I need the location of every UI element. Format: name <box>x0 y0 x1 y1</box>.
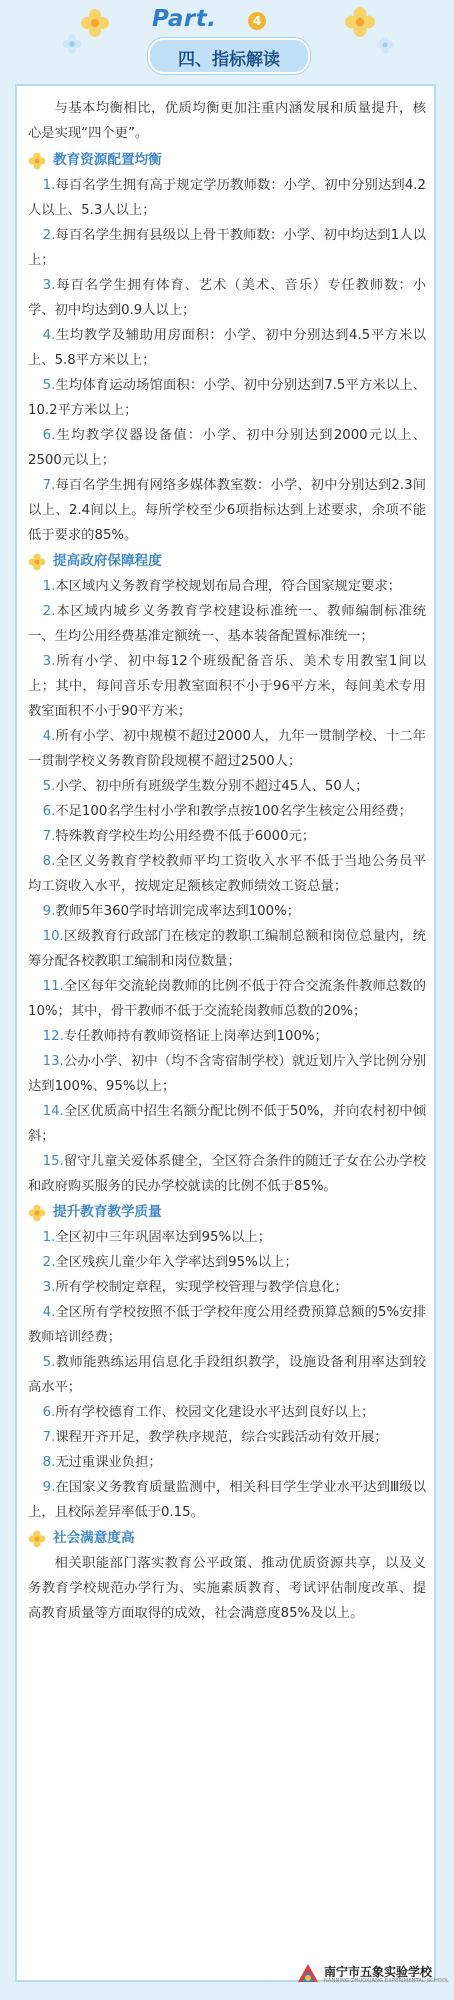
list-item-number: 3. <box>42 1280 56 1295</box>
list-item-number: 10. <box>42 929 64 944</box>
list-item-number: 4. <box>42 1305 56 1320</box>
list-item-text: 不足100名学生村小学和教学点按100名学生核定公用经费； <box>55 804 412 819</box>
list-item <box>28 1149 426 1199</box>
list-item-text: 生均教学仪器设备值：小学、初中分别达到2000元以上、2500元以上； <box>28 428 426 468</box>
list-item-number: 1. <box>42 579 56 594</box>
flower-decoration-icon <box>376 36 394 54</box>
list-item-number: 6. <box>42 1405 56 1420</box>
list-item-number: 3. <box>42 654 56 669</box>
list-item-text: 每百名学生拥有体育、艺术（美术、音乐）专任教师数：小学、初中均达到0.9人以上； <box>28 278 426 318</box>
flower-decoration-icon <box>62 34 82 54</box>
list-item <box>28 323 426 373</box>
list-item-number: 11. <box>42 979 64 994</box>
list-item-text: 本区域内城乡义务教育学校建设标准统一、教师编制标准统一、生均公用经费基准定额统一、基本装备配置标准统一； <box>28 604 426 644</box>
list-item <box>28 649 426 724</box>
school-logo <box>296 1960 450 1988</box>
list-item-text: 每百名学生拥有网络多媒体教室数：小学、初中分别达到2.3间以上、2.4间以上。每所学校至少6项指标达到上述要求，余项不能低于要求的85%。 <box>28 478 426 543</box>
list-item <box>28 1300 426 1350</box>
list-item-number: 6. <box>42 804 56 819</box>
list-item-text: 所有学校制定章程，实现学校管理与教学信息化； <box>55 1280 348 1295</box>
list-item-number: 7. <box>42 1430 56 1445</box>
list-item <box>28 1024 426 1049</box>
section-heading-title: 社会满意度高 <box>53 1530 135 1546</box>
list-item-text: 在国家义务教育质量监测中，相关科目学生学业水平达到Ⅲ级以上，且校际差异率低于0.15。 <box>28 1480 426 1520</box>
list-item <box>28 273 426 323</box>
list-item <box>28 974 426 1024</box>
list-item-number: 14. <box>42 1104 64 1119</box>
flower-bullet-icon <box>28 152 46 170</box>
section-header <box>0 0 454 78</box>
intro-paragraph: 与基本均衡相比，优质均衡更加注重内涵发展和质量提升，核心是实现“四个更”。 <box>28 101 426 141</box>
list-item-number: 7. <box>42 478 56 493</box>
list-item-text: 专任教师持有教师资格证上岗率达到100%； <box>63 1029 328 1044</box>
list-item <box>28 574 426 599</box>
list-item-number: 7. <box>42 829 56 844</box>
section-title: 四、指标解读 <box>178 50 280 70</box>
list-item-text: 本区域内义务教育学校规划布局合理，符合国家规定要求； <box>55 579 402 594</box>
list-item <box>28 849 426 899</box>
part-label: Part. <box>152 6 217 32</box>
list-item <box>28 1551 426 1626</box>
list-item <box>28 373 426 423</box>
list-item-text: 所有小学、初中每12个班级配备音乐、美术专用教室1间以上；其中，每间音乐专用教室面积不小于96平方米，每间美术专用教室面积不小于90平方米； <box>28 654 426 719</box>
list-item-text: 全区残疾儿童少年入学率达到95%以上； <box>55 1255 298 1270</box>
list-item-number: 1. <box>42 1230 56 1245</box>
flower-decoration-icon <box>80 8 110 38</box>
list-item-number: 2. <box>42 1255 56 1270</box>
list-item <box>28 1350 426 1400</box>
flower-bullet-icon <box>28 1204 46 1222</box>
list-item-text: 所有小学、初中规模不超过2000人，九年一贯制学校、十二年一贯制学校义务教育阶段规模不超过2500人； <box>28 729 426 769</box>
list-item <box>28 1049 426 1099</box>
list-item <box>28 1099 426 1149</box>
sections-list <box>28 148 426 1626</box>
list-item-number: 2. <box>42 604 56 619</box>
section-heading-title: 提升教育教学质量 <box>53 1204 162 1220</box>
list-item <box>28 223 426 273</box>
list-item-number: 4. <box>42 328 56 343</box>
section-heading <box>28 1526 426 1551</box>
list-item <box>28 423 426 473</box>
list-item-number: 4. <box>42 729 56 744</box>
list-item-text: 留守儿童关爱体系健全，全区符合条件的随迁子女在公办学校和政府购买服务的民办学校就读的比例不低于85%。 <box>28 1154 426 1194</box>
list-item-text: 相关职能部门落实教育公平政策、推动优质资源共享，以及义务教育学校规范办学行为、实施素质教育、考试评估制度改革、提高教育质量等方面取得的成效，社会满意度85%及以上。 <box>28 1556 426 1621</box>
list-item-number: 8. <box>42 1455 56 1470</box>
list-item-text: 课程开齐开足，教学秩序规范，综合实践活动有效开展； <box>55 1430 388 1445</box>
section-heading <box>28 148 426 173</box>
list-item-number: 15. <box>42 1154 64 1169</box>
list-item <box>28 799 426 824</box>
list-item-number: 5. <box>42 1355 56 1370</box>
list-item <box>28 899 426 924</box>
list-item-number: 6. <box>42 428 56 443</box>
list-item-text: 生均体育运动场馆面积：小学、初中分别达到7.5平方米以上、10.2平方米以上； <box>28 378 426 418</box>
list-item-text: 教师5年360学时培训完成率达到100%； <box>55 904 301 919</box>
list-item-number: 2. <box>42 228 56 243</box>
list-item <box>28 924 426 974</box>
list-item-number: 9. <box>42 904 56 919</box>
flower-bullet-icon <box>28 553 46 571</box>
list-item-text: 全区初中三年巩固率达到95%以上； <box>55 1230 272 1245</box>
section-heading <box>28 1200 426 1225</box>
part-number-badge: 4 <box>248 12 266 30</box>
list-item <box>28 473 426 548</box>
section-heading-title: 提高政府保障程度 <box>53 553 162 569</box>
list-item-text: 所有学校德育工作、校园文化建设水平达到良好以上； <box>55 1405 375 1420</box>
section-title-tab <box>148 38 310 74</box>
list-item-text: 公办小学、初中（均不含寄宿制学校）就近划片入学比例分别达到100%、95%以上； <box>28 1054 426 1094</box>
list-item <box>28 1225 426 1250</box>
list-item-text: 全区所有学校按照不低于学校年度公用经费预算总额的5%安排教师培训经费； <box>28 1305 426 1345</box>
list-item-text: 全区每年交流轮岗教师的比例不低于符合交流条件教师总数的10%；其中，骨干教师不低于交流轮岗教师总数的20%； <box>28 979 426 1019</box>
list-item-number: 13. <box>42 1054 64 1069</box>
list-item-number: 12. <box>42 1029 64 1044</box>
article-body <box>28 96 426 1626</box>
list-item-text: 生均教学及辅助用房面积：小学、初中分别达到4.5平方米以上、5.8平方米以上； <box>28 328 426 368</box>
list-item-number: 5. <box>42 779 56 794</box>
list-item-text: 全区优质高中招生名额分配比例不低于50%，并向农村初中倾斜； <box>28 1104 426 1144</box>
list-item <box>28 599 426 649</box>
list-item <box>28 1400 426 1425</box>
list-item-number: 3. <box>42 278 56 293</box>
list-item-text: 无过重课业负担； <box>55 1455 162 1470</box>
list-item <box>28 824 426 849</box>
list-item-text: 区级教育行政部门在核定的教职工编制总额和岗位总量内，统筹分配各校教职工编制和岗位数量； <box>28 929 426 969</box>
flower-decoration-icon <box>344 6 376 38</box>
list-item-text: 教师能熟练运用信息化手段组织教学，设施设备利用率达到较高水平； <box>28 1355 426 1395</box>
list-item <box>28 1250 426 1275</box>
list-item <box>28 724 426 774</box>
list-item-text: 小学、初中所有班级学生数分别不超过45人、50人； <box>55 779 369 794</box>
list-item <box>28 173 426 223</box>
list-item-text: 全区义务教育学校教师平均工资收入水平不低于当地公务员平均工资收入水平，按规定足额核定教师绩效工资总量； <box>28 854 426 894</box>
list-item <box>28 1450 426 1475</box>
list-item-number: 5. <box>42 378 56 393</box>
section-heading <box>28 549 426 574</box>
list-item-number: 8. <box>42 854 56 869</box>
section-heading-title: 教育资源配置均衡 <box>53 152 162 168</box>
list-item-text: 特殊教育学校生均公用经费不低于6000元； <box>55 829 316 844</box>
school-name-en: NANNING ZHUOXIANG EXPERIMENTAL SCHOOL <box>324 1978 450 1984</box>
list-item <box>28 774 426 799</box>
list-item <box>28 1425 426 1450</box>
list-item-number: 9. <box>42 1480 56 1495</box>
list-item-text: 每百名学生拥有县级以上骨干教师数：小学、初中均达到1人以上； <box>28 228 426 268</box>
list-item <box>28 1475 426 1525</box>
list-item-text: 每百名学生拥有高于规定学历教师数：小学、初中分别达到4.2人以上、5.3人以上； <box>28 178 426 218</box>
list-item <box>28 1275 426 1300</box>
list-item-number: 1. <box>42 178 56 193</box>
flower-bullet-icon <box>28 1530 46 1548</box>
school-emblem-icon <box>296 1962 320 1986</box>
school-name: 南宁市五象实验学校 <box>324 1965 433 1979</box>
